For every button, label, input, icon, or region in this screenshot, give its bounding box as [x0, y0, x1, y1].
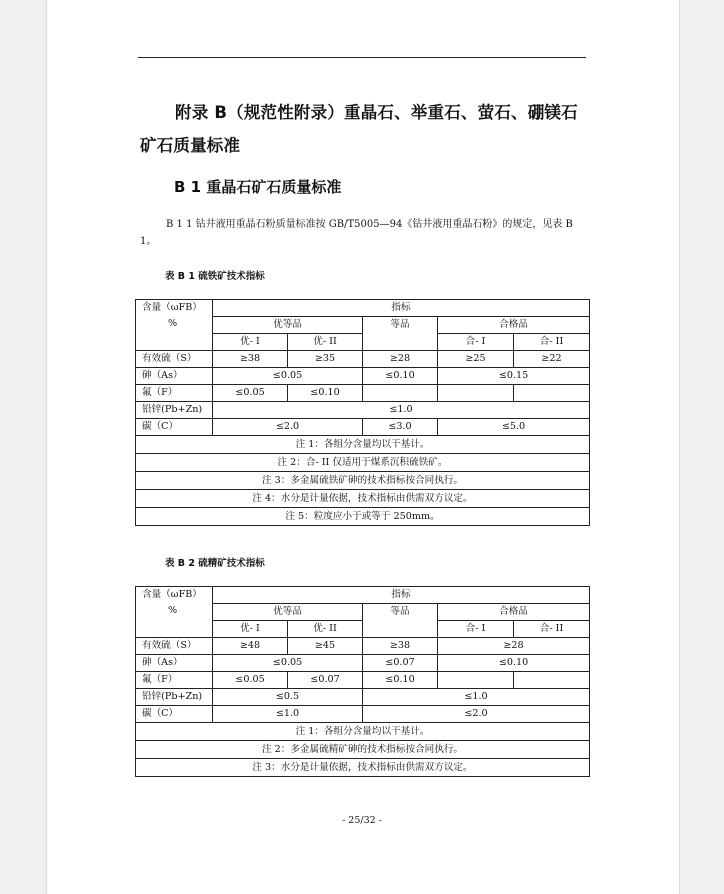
table-cell: ≥25: [438, 351, 514, 368]
table-note-row: [136, 490, 590, 508]
table-cell: ≤1.0: [363, 689, 590, 706]
table-note: 注 4：水分是计量依据，技术指标由供需双方议定。: [136, 490, 590, 508]
row-label: 氟（F）: [136, 672, 213, 689]
table-note-row: [136, 741, 590, 759]
row-label: 氟（F）: [136, 385, 213, 402]
table-note: 注 3：水分是计量依据，技术指标由供需双方议定。: [136, 759, 590, 777]
table-cell: [438, 672, 514, 689]
table-b1-caption: 表 B 1 硫铁矿技术指标: [165, 271, 265, 282]
table-cell: ≤0.05: [213, 385, 288, 402]
grade-excellent-header: 优等品: [213, 317, 363, 334]
content-header-label: 含量（ωFB）: [142, 589, 202, 600]
table-row: [136, 402, 590, 419]
table-note-row: [136, 472, 590, 490]
sub-header-excellent-1: 优- I: [213, 621, 288, 638]
indicator-header: 指标: [213, 300, 590, 317]
row-label: 砷（As）: [136, 368, 213, 385]
table-row: [136, 368, 590, 385]
table-cell: ≤0.10: [363, 368, 438, 385]
sub-header-qualified-1: 合- I: [438, 334, 514, 351]
table-cell: ≤5.0: [438, 419, 590, 436]
table-row: [136, 300, 590, 317]
content-header-cell: [136, 587, 213, 638]
grade-first-header: 等品: [363, 317, 438, 351]
table-cell: ≥45: [288, 638, 363, 655]
table-cell: ≤0.10: [438, 655, 590, 672]
grade-qualified-header: 合格品: [438, 604, 590, 621]
table-cell: ≤2.0: [363, 706, 590, 723]
grade-first-header: 等品: [363, 604, 438, 638]
percent-unit: %: [168, 605, 178, 616]
table-cell: ≤0.07: [288, 672, 363, 689]
sub-header-excellent-1: 优- I: [213, 334, 288, 351]
sub-header-qualified-2: 合- II: [514, 334, 590, 351]
table-row: [136, 706, 590, 723]
table-cell: ≥48: [213, 638, 288, 655]
table-note-row: [136, 723, 590, 741]
section-title: B 1 重晶石矿石质量标准: [174, 178, 342, 196]
table-cell: ≤0.05: [213, 655, 363, 672]
table-note-row: [136, 436, 590, 454]
sub-header-excellent-2: 优- II: [288, 621, 363, 638]
percent-unit: %: [168, 318, 178, 329]
table-cell: ≤1.0: [213, 402, 590, 419]
table-row: [136, 672, 590, 689]
appendix-title-line-2: 矿石质量标准: [140, 136, 241, 155]
table-row: [136, 655, 590, 672]
table-row: [136, 351, 590, 368]
row-label: 碳（C）: [136, 706, 213, 723]
table-cell: ≤3.0: [363, 419, 438, 436]
table-note-row: [136, 759, 590, 777]
table-cell: ≤0.10: [363, 672, 438, 689]
table-cell: ≤0.07: [363, 655, 438, 672]
table-cell: ≤0.15: [438, 368, 590, 385]
table-row: [136, 587, 590, 604]
table-cell: ≤0.10: [288, 385, 363, 402]
table-row: [136, 638, 590, 655]
table-row: [136, 385, 590, 402]
table-cell: [438, 385, 514, 402]
table-note-row: [136, 508, 590, 526]
table-cell: ≥22: [514, 351, 590, 368]
row-label: 砷（As）: [136, 655, 213, 672]
content-header-cell: [136, 300, 213, 351]
sub-header-qualified-1: 合- I: [438, 621, 514, 638]
table-note: 注 2：多金属硫精矿砷的技术指标按合同执行。: [136, 741, 590, 759]
table-b2: [135, 586, 590, 777]
table-cell: ≥28: [438, 638, 590, 655]
table-cell: ≥38: [363, 638, 438, 655]
row-label: 有效硫（S）: [136, 351, 213, 368]
row-label: 有效硫（S）: [136, 638, 213, 655]
table-cell: ≥35: [288, 351, 363, 368]
table-b1: [135, 299, 590, 526]
table-cell: ≥38: [213, 351, 288, 368]
row-label: 铅锌(Pb+Zn): [136, 689, 213, 706]
table-cell: ≤0.05: [213, 368, 363, 385]
table-note: 注 3：多金属硫铁矿砷的技术指标按合同执行。: [136, 472, 590, 490]
indicator-header: 指标: [213, 587, 590, 604]
content-header-label: 含量（ωFB）: [142, 302, 202, 313]
appendix-title-line-1: 附录 B（规范性附录）重晶石、举重石、萤石、硼镁石: [175, 103, 578, 122]
table-b2-caption: 表 B 2 硫精矿技术指标: [165, 558, 265, 569]
table-note: 注 5：粒度应小于或等于 250mm。: [136, 508, 590, 526]
table-row: [136, 689, 590, 706]
table-note: 注 1：各组分含量均以干基计。: [136, 723, 590, 741]
table-row: [136, 419, 590, 436]
table-note: 注 1：各组分含量均以干基计。: [136, 436, 590, 454]
header-rule: [138, 57, 586, 58]
row-label: 铅锌(Pb+Zn): [136, 402, 213, 419]
table-cell: ≤2.0: [213, 419, 363, 436]
grade-qualified-header: 合格品: [438, 317, 590, 334]
paragraph-b11: B 1 1 钻井液用重晶石粉质量标准按 GB/T5005—94《钻井液用重晶石粉》的规定，见表 B 1。: [140, 219, 573, 247]
table-note: 注 2：合- II 仅适用于煤系沉积硫铁矿。: [136, 454, 590, 472]
page-number: - 25/32 -: [342, 815, 382, 826]
row-label: 碳（C）: [136, 419, 213, 436]
table-cell: [514, 672, 590, 689]
sub-header-excellent-2: 优- II: [288, 334, 363, 351]
table-cell: [514, 385, 590, 402]
table-cell: ≤1.0: [213, 706, 363, 723]
appendix-title: [140, 96, 590, 162]
table-cell: ≥28: [363, 351, 438, 368]
table-note-row: [136, 454, 590, 472]
table-cell: ≤0.05: [213, 672, 288, 689]
table-cell: ≤0.5: [213, 689, 363, 706]
grade-excellent-header: 优等品: [213, 604, 363, 621]
sub-header-qualified-2: 合- II: [514, 621, 590, 638]
table-cell: [363, 385, 438, 402]
